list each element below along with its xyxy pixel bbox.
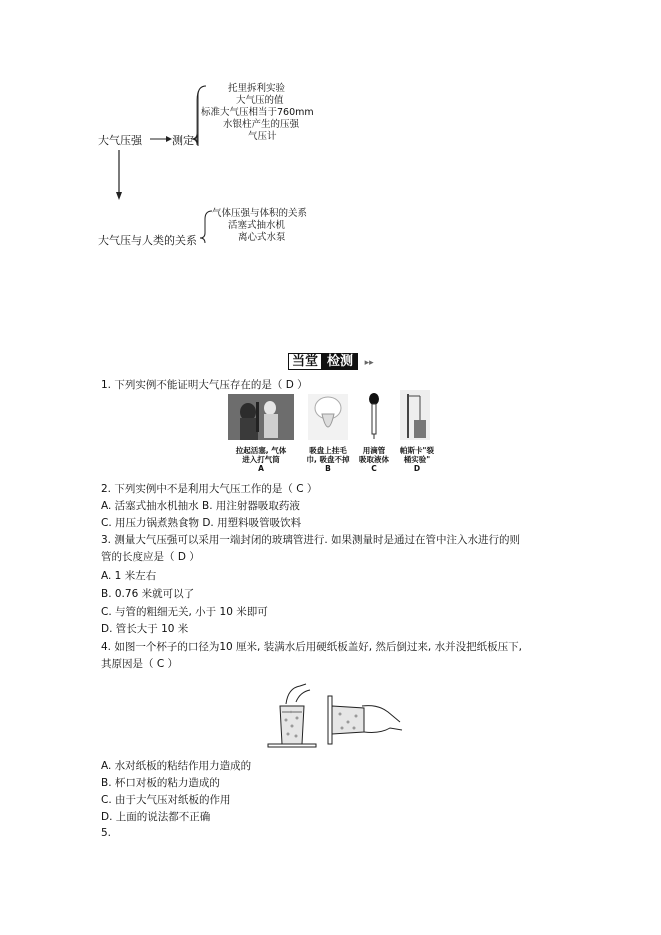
- brace-life: [200, 211, 212, 243]
- figure-pump-photo: [228, 394, 294, 440]
- figure-caption-a: 拉起活塞, 气体 进入打气筒 A: [235, 446, 287, 473]
- suction-cup-icon: [308, 394, 348, 440]
- life-item: 离心式水泵: [238, 232, 286, 243]
- question-3-stem-cont: 管的长度应是（ D ）: [101, 551, 200, 563]
- life-item: 气体压强与体积的关系: [212, 208, 308, 219]
- pascal-barrel-icon: [400, 390, 430, 440]
- figure-cup-experiment: [266, 682, 406, 752]
- question-4-option: C. 由于大气压对纸板的作用: [101, 794, 231, 806]
- figure-barrel: [400, 390, 430, 440]
- cup-experiment-icon: [266, 682, 406, 752]
- question-4-option: D. 上面的说法都不正确: [101, 811, 211, 823]
- question-3-option: C. 与管的粗细无关, 小于 10 米即可: [101, 606, 268, 618]
- down-arrow: [116, 192, 122, 200]
- measure-item: 水银柱产生的压强: [223, 119, 300, 130]
- question-4-option: B. 杯口对板的粘力造成的: [101, 777, 220, 789]
- question-4-stem-cont: 其原因是（ C ）: [101, 658, 179, 670]
- double-arrow-icon: ▸▸: [364, 358, 374, 368]
- question-3-option: B. 0.76 米就可以了: [101, 588, 195, 600]
- measure-item: 气压计: [248, 131, 277, 142]
- figure-suction-cup: [308, 394, 348, 440]
- measure-item: 标准大气压相当于760mm: [201, 107, 314, 118]
- measure-item: 大气压的值: [236, 95, 284, 106]
- pump-photo-icon: [228, 394, 294, 440]
- question-1-stem: 1. 下列实例不能证明大气压存在的是（ D ）: [101, 379, 308, 391]
- question-3-stem: 3. 测量大气压强可以采用一端封闭的玻璃管进行. 如果测量时是通过在管中注入水进行的则: [101, 534, 521, 546]
- figure-dropper: [362, 392, 386, 440]
- measure-item: 托里拆利实验: [228, 83, 286, 94]
- mindmap-measure-label: 测定: [172, 134, 194, 147]
- question-2-option: A. 活塞式抽水机抽水 B. 用注射器吸取药液: [101, 500, 300, 512]
- mindmap-root: 大气压强: [98, 134, 142, 147]
- question-4-option: A. 水对纸板的粘结作用力造成的: [101, 760, 252, 772]
- section-title: 当堂 检测 ▸▸: [288, 350, 374, 369]
- question-3-option: A. 1 米左右: [101, 570, 157, 582]
- question-3-option: D. 管长大于 10 米: [101, 623, 189, 635]
- question-2-stem: 2. 下列实例中不是利用大气压工作的是（ C ）: [101, 483, 318, 495]
- question-4-stem: 4. 如图一个杯子的口径为10 厘米, 装满水后用硬纸板盖好, 然后倒过来, 水并没把纸板压下,: [101, 641, 522, 653]
- question-2-option: C. 用压力锅煮熟食物 D. 用塑料吸管吸饮料: [101, 517, 302, 529]
- figure-caption-d: 帕斯卡"裂 桶实验" D: [400, 446, 434, 473]
- question-5-stem: 5.: [101, 827, 112, 839]
- mindmap-life-label: 大气压与人类的关系: [98, 234, 197, 247]
- life-item: 活塞式抽水机: [228, 220, 286, 231]
- dropper-icon: [362, 392, 386, 440]
- figure-caption-b: 吸盘上挂毛 巾, 吸盘不掉 B: [306, 446, 350, 473]
- figure-caption-c: 用滴管 吸取液体 C: [359, 446, 389, 473]
